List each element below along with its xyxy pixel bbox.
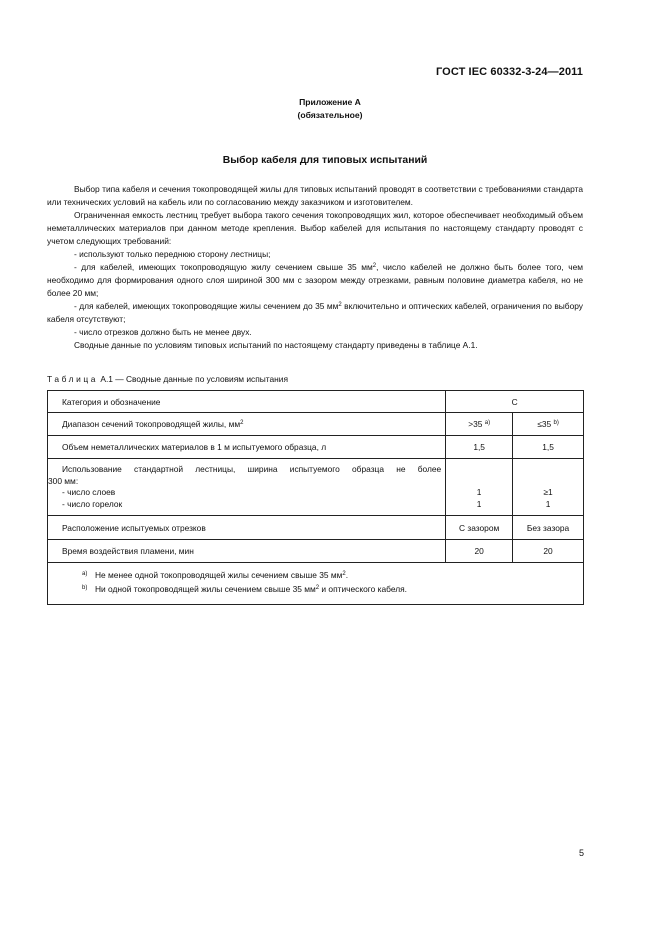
footnote-a-sup: 2: [342, 571, 346, 577]
table-caption-word: Таблица: [47, 374, 99, 384]
arrangement-v2: Без зазора: [513, 516, 584, 540]
table-row: [48, 391, 584, 413]
table-caption-rest: А.1 — Сводные данные по условиям испытания: [98, 374, 289, 384]
footnote-b-text: Ни одной токопроводящей жилы сечением свыше 35 мм: [95, 584, 316, 594]
requirement-item-2: [47, 261, 583, 300]
flame-time-v1: 20: [446, 540, 513, 563]
cross-section-v1: [446, 413, 513, 436]
footnote-a-mark: а): [82, 571, 88, 577]
section-title: Выбор кабеля для типовых испытаний: [222, 155, 428, 166]
volume-v1: 1,5: [446, 436, 513, 459]
requirement-item-3: [47, 300, 583, 326]
cross-section-label-sup: 2: [240, 420, 244, 426]
cross-section-v1-text: >35: [468, 419, 483, 429]
ladder-v2: [513, 459, 584, 516]
arrangement-label: Расположение испытуемых отрезков: [48, 516, 446, 540]
req2-text-b: , число кабелей не должно быть более того, чем необходимо для формирования одного слоя шириной 300 мм с зазором между отрезками, равным половине диаметра кабеля, но не более 20 мм;: [47, 262, 583, 298]
footnote-b-end: и оптического кабеля.: [319, 584, 407, 594]
req2-sup: 2: [372, 263, 377, 269]
paragraph-1: Выбор типа кабеля и сечения токопроводящей жилы для типовых испытаний проводят в соответствии с требованиями стандарта или технических условий на кабель или по согласованию между заказчиком и изготовителем.: [47, 184, 583, 207]
category-value: С: [446, 391, 584, 413]
annex-status: (обязательное): [297, 110, 363, 120]
req2-text-a: - для кабелей, имеющих токопроводящую жилу сечением свыше 35 мм: [74, 262, 373, 272]
table-row: [48, 459, 584, 516]
ladder-label: [48, 459, 446, 516]
burners-v2: 1: [545, 498, 551, 509]
cross-section-label-text: Диапазон сечений токопроводящей жилы, мм: [62, 419, 241, 429]
footnote-b: [82, 582, 575, 596]
volume-label: Объем неметаллических материалов в 1 м испытуемого образца, л: [48, 436, 446, 459]
ladder-item-burners: - число горелок: [62, 498, 123, 509]
cross-section-v2-sup: b): [553, 420, 559, 426]
footnote-b-sup: 2: [315, 585, 320, 591]
ladder-item-layers: - число слоев: [62, 487, 116, 497]
table-row: [48, 436, 584, 459]
table-row: [48, 540, 584, 563]
annex-heading: [150, 96, 510, 122]
requirement-item-4: - число отрезков должно быть не менее двух.: [74, 327, 252, 337]
footnote-a: [82, 568, 575, 582]
burners-v1: 1: [476, 498, 482, 509]
layers-v2: ≥1: [543, 487, 553, 497]
flame-time-v2: 20: [513, 540, 584, 563]
page-number: 5: [578, 848, 584, 858]
flame-time-label: Время воздействия пламени, мин: [48, 540, 446, 563]
table-row: [48, 563, 584, 605]
cross-section-v2-text: ≤35: [537, 419, 552, 429]
body-text: [47, 183, 583, 352]
standard-header: ГОСТ IEC 60332-3-24—2011: [435, 66, 583, 78]
req3-text-b: включительно и оптических кабелей, ограничения по выбору кабеля отсутствуют;: [47, 301, 583, 324]
layers-v1: 1: [476, 487, 482, 497]
arrangement-v1: С зазором: [446, 516, 513, 540]
req3-sup: 2: [338, 302, 342, 308]
paragraph-summary: Сводные данные по условиям типовых испытаний по настоящему стандарту приведены в таблице А.1.: [74, 340, 478, 350]
volume-v2: 1,5: [513, 436, 584, 459]
table-row: [48, 413, 584, 436]
ladder-label-line1: Использование стандартной лестницы, ширина испытуемого образца не более: [62, 464, 442, 474]
footnote-a-text: Не менее одной токопроводящей жилы сечением свыше 35 мм: [95, 570, 343, 580]
test-conditions-table: [47, 390, 584, 605]
cross-section-v1-sup: а): [484, 420, 491, 426]
req3-text-a: - для кабелей, имеющих токопроводящие жилы сечением до 35 мм: [74, 301, 339, 311]
footnote-b-mark: b): [82, 585, 88, 591]
table-caption: [47, 373, 583, 385]
paragraph-2: Ограниченная емкость лестниц требует выбора такого сечения токопроводящих жил, которое обеспечивает необходимый объем неметаллических материалов при данном методе крепления. Выбор кабелей для испытания по настоящему стандарту проводят с учетом следующих требований:: [47, 210, 583, 246]
category-label: Категория и обозначение: [48, 391, 446, 413]
table-footnotes: [48, 563, 584, 605]
ladder-label-line2: 300 мм:: [48, 475, 79, 486]
requirement-item-1: - используют только переднюю сторону лестницы;: [74, 249, 271, 259]
footnote-a-end: .: [345, 570, 349, 580]
table-row: [48, 516, 584, 540]
cross-section-v2: [513, 413, 584, 436]
annex-label: Приложение А: [299, 97, 361, 107]
cross-section-label: [48, 413, 446, 436]
ladder-v1: [446, 459, 513, 516]
